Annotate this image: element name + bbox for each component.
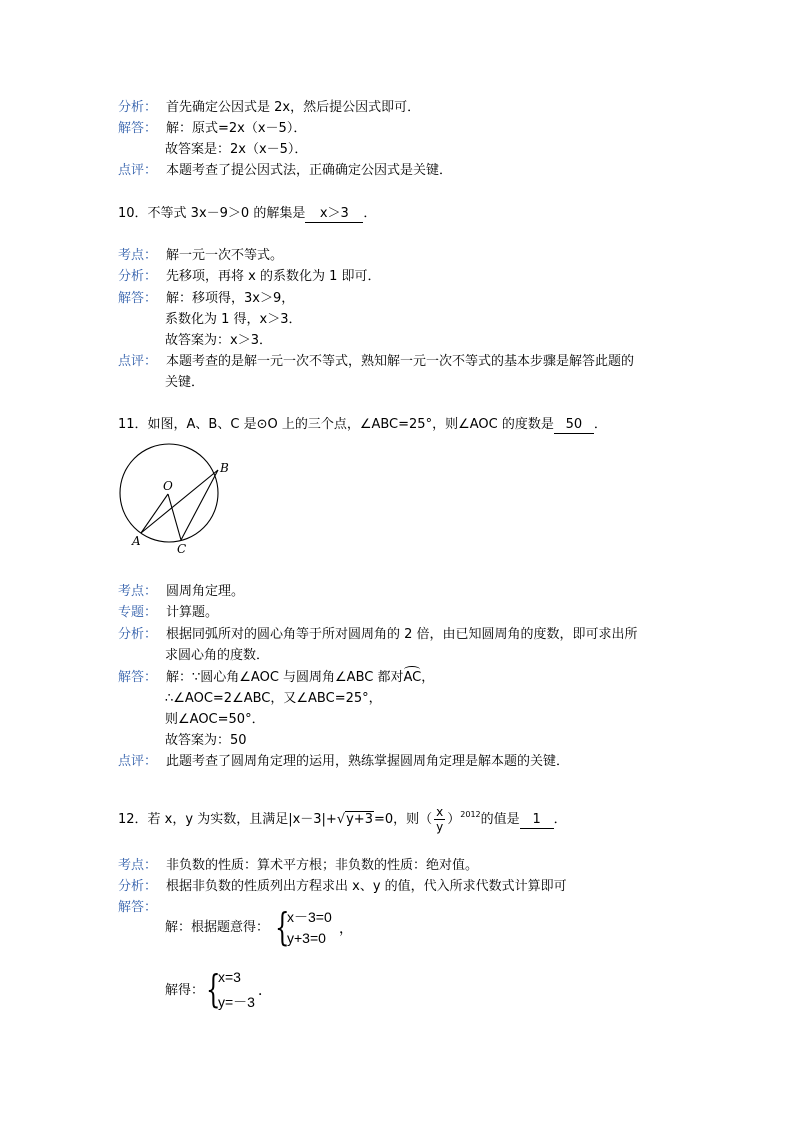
label-solution: 解答：	[118, 900, 158, 915]
q9-comment-text: 本题考查了提公因式法，正确确定公因式是关键．	[166, 163, 453, 178]
label-o: O	[163, 479, 173, 493]
q12-analysis-text: 根据非负数的性质列出方程求出 x、y 的值，代入所求代数式计算即可	[166, 879, 567, 894]
q9-solution-line-1: 解：原式=2x（x－5）．	[166, 121, 307, 136]
fraction-numerator: x	[436, 805, 444, 819]
label-c: C	[177, 542, 187, 556]
label-topic: 考点：	[118, 584, 158, 599]
q11-answer-blank: 50	[554, 417, 594, 434]
label-analysis: 分析：	[118, 269, 158, 284]
label-comment: 点评：	[118, 354, 158, 369]
q12-answer-blank: 1	[520, 812, 554, 829]
q9-analysis-text: 首先确定公因式是 2x，然后提公因式即可．	[166, 100, 421, 115]
segment-ao	[141, 494, 168, 533]
system-2-row-1: x=3	[218, 969, 241, 985]
label-topic: 考点：	[118, 858, 158, 873]
q12-solution-line-1: 解：根据题意得：	[165, 920, 270, 935]
q10-analysis-text: 先移项，再将 x 的系数化为 1 即可．	[166, 269, 381, 284]
q11-solution-line-1: 解：∵圆心角∠AOC 与圆周角∠ABC 都对	[166, 670, 404, 685]
q11-topic-text: 圆周角定理。	[166, 584, 245, 599]
q9-solution-line-2: 故答案是：2x（x－5）．	[165, 142, 308, 157]
circle-figure	[112, 440, 242, 560]
q11-category-text: 计算题。	[166, 605, 219, 620]
q10-answer-blank: x＞3	[305, 206, 363, 223]
segment-oc	[168, 494, 181, 540]
label-comment: 点评：	[118, 163, 158, 178]
q10-solution-line-1: 解：移项得，3x＞9，	[166, 291, 295, 306]
q12-stem-text: 12．若 x，y 为实数，且满足|x－3|+	[118, 812, 337, 827]
exponent: 2012	[460, 810, 481, 819]
arc-ac: AC	[403, 670, 422, 685]
circle-o	[120, 444, 218, 542]
q10-stem-end: ．	[363, 206, 377, 221]
q11-comment	[118, 753, 569, 771]
q12-analysis	[118, 878, 567, 896]
q11-solution	[118, 669, 434, 687]
q11-solution-line-2: ∴∠AOC=2∠ABC，又∠ABC=25°，	[165, 691, 382, 706]
q11-solution-line-4: 故答案为：50	[165, 733, 247, 748]
q9-analysis	[118, 99, 420, 117]
brace-icon: {	[275, 905, 290, 949]
q10-comment-line-1: 本题考查的是解一元一次不等式，熟知解一元一次不等式的基本步骤是解答此题的	[166, 354, 635, 369]
q12-topic-text: 非负数的性质：算术平方根；非负数的性质：绝对值。	[166, 858, 479, 873]
fraction-denominator: y	[436, 820, 444, 834]
system-1-row-2: y+3=0	[287, 930, 326, 946]
equation-system-1	[275, 906, 355, 952]
q11-topic	[118, 583, 244, 601]
q12-stem-end: ．	[553, 812, 567, 827]
sqrt-sign: √	[336, 812, 346, 827]
q11-solution-line-3: 则∠AOC=50°．	[165, 712, 265, 727]
segment-ab	[141, 470, 218, 533]
q12-stem-mid: =0，则（	[373, 812, 433, 827]
sqrt-body: y+3	[346, 812, 373, 827]
q9-solution	[118, 120, 306, 138]
q11-analysis	[118, 626, 638, 644]
label-analysis: 分析：	[118, 627, 158, 642]
label-b: B	[220, 461, 229, 475]
q12-stem	[118, 800, 567, 834]
q10-solution	[118, 290, 294, 308]
system-1-row-1: x－3=0	[287, 909, 332, 925]
q10-solution-line-2: 系数化为 1 得，x＞3．	[165, 312, 302, 327]
q10-topic-text: 解一元一次不等式。	[166, 248, 284, 263]
label-category: 专题：	[118, 605, 158, 620]
q11-comment-text: 此题考查了圆周角定理的运用，熟练掌握圆周角定理是解本题的关键．	[166, 754, 570, 769]
q12-solution-line-2: 解得：	[165, 983, 205, 998]
equation-system-2	[206, 968, 286, 1014]
system-1-end: ，	[339, 920, 353, 936]
q10-comment	[118, 353, 634, 371]
q11-stem	[118, 416, 607, 434]
q11-stem-text: 11．如图，A、B、C 是⊙O 上的三个点，∠ABC=25°，则∠AOC 的度数是	[118, 417, 554, 432]
system-2-end: ．	[258, 982, 272, 998]
q12-stem-post: 的值是	[480, 812, 520, 827]
q12-solution	[118, 899, 166, 917]
q9-comment	[118, 162, 452, 180]
label-analysis: 分析：	[118, 100, 158, 115]
fraction-x-over-y	[434, 805, 445, 834]
label-a: A	[132, 534, 141, 548]
q10-comment-line-2: 关键．	[165, 375, 205, 390]
q10-stem	[118, 205, 376, 223]
q10-topic	[118, 247, 283, 265]
q10-solution-line-3: 故答案为：x＞3．	[165, 333, 272, 348]
label-comment: 点评：	[118, 754, 158, 769]
brace-icon: {	[206, 967, 221, 1011]
q11-analysis-line-1: 根据同弧所对的圆心角等于所对圆周角的 2 倍，由已知圆周角的度数，即可求出所	[166, 627, 638, 642]
segment-bc	[181, 470, 218, 540]
label-solution: 解答：	[118, 670, 158, 685]
label-topic: 考点：	[118, 248, 158, 263]
system-2-row-2: y=－3	[218, 994, 255, 1010]
q10-analysis	[118, 268, 381, 286]
q12-topic	[118, 857, 478, 875]
q11-category	[118, 604, 218, 622]
q11-solution-line-1-end: ，	[421, 670, 435, 685]
q10-stem-text: 10．不等式 3x－9＞0 的解集是	[118, 206, 306, 221]
label-analysis: 分析：	[118, 879, 158, 894]
label-solution: 解答：	[118, 121, 158, 136]
q11-analysis-line-2: 求圆心角的度数．	[165, 648, 270, 663]
q11-stem-end: ．	[593, 417, 607, 432]
q12-paren-close: ）	[447, 812, 461, 827]
label-solution: 解答：	[118, 291, 158, 306]
